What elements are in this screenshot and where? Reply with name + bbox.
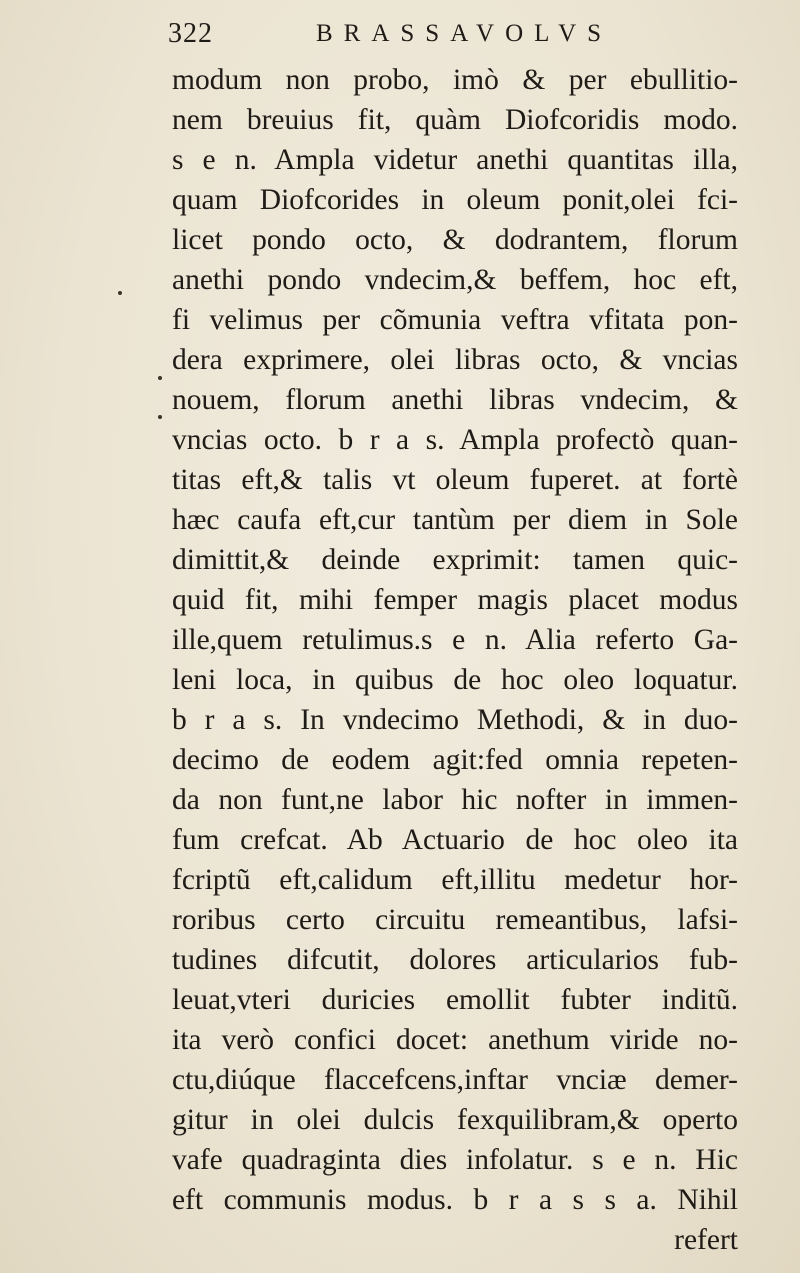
text-line: b r a s. In vndecimo Methodi, & in duo- — [172, 704, 738, 736]
text-line: leni loca, in quibus de hoc oleo loquatur. — [172, 664, 738, 696]
text-line: tudines difcutit, dolores articularios fub- — [172, 944, 738, 976]
margin-dot — [158, 415, 162, 419]
text-line: titas eft,& talis vt oleum fuperet. at fortè — [172, 464, 738, 496]
running-title: BRASSAVOLVS — [316, 20, 613, 47]
text-line: fcriptũ eft,calidum eft,illitu medetur hor- — [172, 864, 738, 896]
text-line: modum non probo, imò & per ebullitio- — [172, 64, 738, 96]
text-line: nem breuius fit, quàm Diofcoridis modo. — [172, 104, 738, 136]
text-line: vafe quadraginta dies infolatur. s e n. Hic — [172, 1144, 738, 1176]
margin-dot — [158, 376, 162, 380]
text-line: vncias octo. b r a s. Ampla profectò quan- — [172, 424, 738, 456]
text-line: licet pondo octo, & dodrantem, florum — [172, 224, 738, 256]
text-line: roribus certo circuitu remeantibus, lafsi- — [172, 904, 738, 936]
text-line: da non funt,ne labor hic nofter in immen- — [172, 784, 738, 816]
text-line: quam Diofcorides in oleum ponit,olei fci- — [172, 184, 738, 216]
text-line: leuat,vteri duricies emollit fubter inditũ. — [172, 984, 738, 1016]
margin-dot — [118, 291, 122, 295]
running-head — [168, 14, 648, 54]
text-line: quid fit, mihi femper magis placet modus — [172, 584, 738, 616]
text-line: gitur in olei dulcis fexquilibram,& operto — [172, 1104, 738, 1136]
text-line: eft communis modus. b r a s s a. Nihil — [172, 1184, 738, 1216]
catchword: refert — [674, 1224, 738, 1256]
text-line: hæc caufa eft,cur tantùm per diem in Sole — [172, 504, 738, 536]
text-line: dimittit,& deinde exprimit: tamen quic- — [172, 544, 738, 576]
text-line: ille,quem retulimus.s e n. Alia referto Ga- — [172, 624, 738, 656]
text-line: nouem, florum anethi libras vndecim, & — [172, 384, 738, 416]
text-line: fum crefcat. Ab Actuario de hoc oleo ita — [172, 824, 738, 856]
text-line: dera exprimere, olei libras octo, & vncias — [172, 344, 738, 376]
text-line: ita verò confici docet: anethum viride no- — [172, 1024, 738, 1056]
text-line: ctu,diúque flaccefcens,inftar vnciæ demer- — [172, 1064, 738, 1096]
page-number: 322 — [168, 18, 213, 49]
text-line: s e n. Ampla videtur anethi quantitas illa, — [172, 144, 738, 176]
text-line: fi velimus per cõmunia veftra vfitata pon- — [172, 304, 738, 336]
text-line: decimo de eodem agit:fed omnia repeten- — [172, 744, 738, 776]
body-text — [172, 60, 738, 1260]
text-line: anethi pondo vndecim,& beffem, hoc eft, — [172, 264, 738, 296]
